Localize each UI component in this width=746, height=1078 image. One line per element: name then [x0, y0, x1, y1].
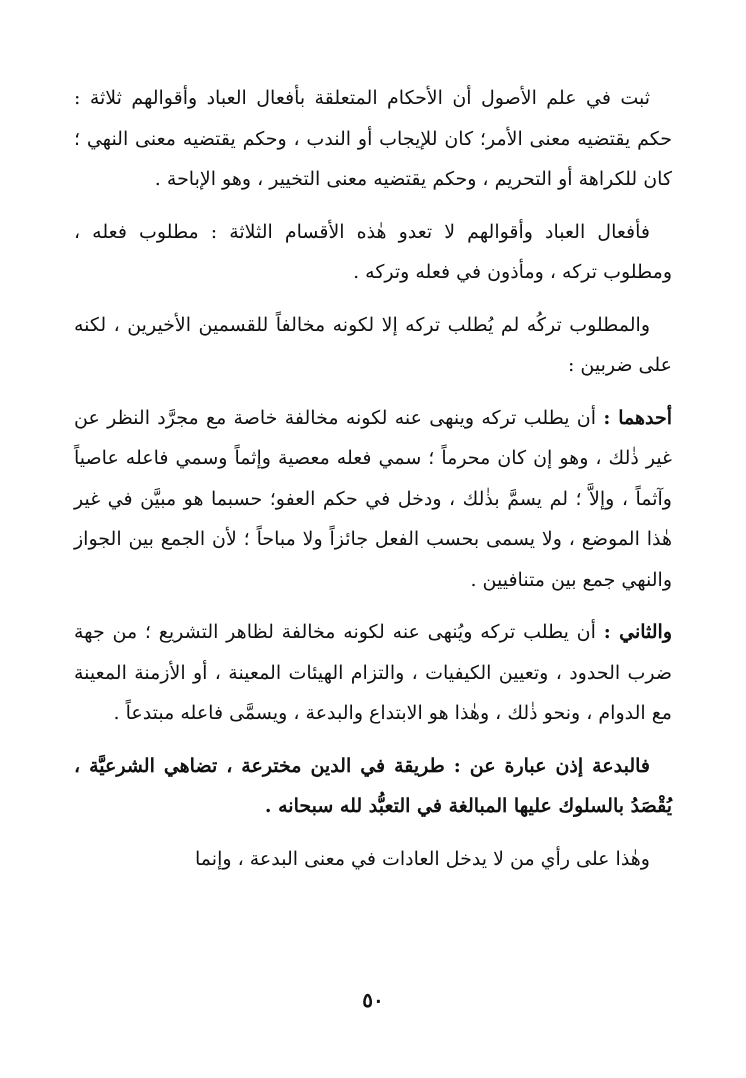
paragraph-5	[74, 612, 672, 734]
paragraph-5-text: أن يطلب تركه ويُنهى عنه لكونه مخالفة لظاهر التشريع ؛ من جهة ضرب الحدود ، وتعيين الكيفيات ، والتزام الهيئات المعينة ، أو الأزمنة المعينة مع الدوام ، ونحو ذٰلك ، وهٰذا هو الابتداع والبدعة ، ويسمَّى فاعله مبتدعاً .	[74, 621, 672, 724]
page-number: ٥٠	[362, 988, 384, 1012]
paragraph-4	[74, 398, 672, 601]
paragraph-3: والمطلوب تركُه لم يُطلب تركه إلا لكونه مخالفاً للقسمين الأخيرين ، لكنه على ضربين :	[74, 313, 672, 376]
paragraph-7: وهٰذا على رأي من لا يدخل العادات في معنى البدعة ، وإنما	[195, 847, 650, 870]
page-body	[74, 78, 672, 891]
paragraph-4-lead: أحدهما :	[603, 406, 673, 429]
paragraph-1: ثبت في علم الأصول أن الأحكام المتعلقة بأفعال العباد وأقوالهم ثلاثة : حكم يقتضيه معنى الأمر؛ كان للإيجاب أو الندب ، وحكم يقتضيه معنى النهي ؛ كان للكراهة أو التحريم ، وحكم يقتضيه معنى التخيير ، وهو الإباحة .	[74, 87, 672, 190]
paragraph-6-definition: فالبدعة إذن عبارة عن : طريقة في الدين مخترعة ، تضاهي الشرعيَّة ، يُقْصَدُ بالسلوك عليها المبالغة في التعبُّد لله سبحانه .	[74, 754, 672, 817]
paragraph-4-text: أن يطلب تركه وينهى عنه لكونه مخالفة خاصة مع مجرَّد النظر عن غير ذٰلك ، وهو إن كان محرماً ؛ سمي فعله معصية وإثماً وسمي فاعله عاصياً وآثماً ، وإلاَّ ؛ لم يسمَّ بذٰلك ، ودخل في حكم العفو؛ حسبما هو مبيَّن في غير هٰذا الموضع ، ولا يسمى بحسب الفعل جائزاً ولا مباحاً ؛ لأن الجمع بين الجواز والنهي جمع بين متنافيين .	[74, 406, 672, 591]
paragraph-2: فأفعال العباد وأقوالهم لا تعدو هٰذه الأقسام الثلاثة : مطلوب فعله ، ومطلوب تركه ، ومأذون في فعله وتركه .	[74, 220, 672, 283]
paragraph-5-lead: والثاني :	[603, 621, 672, 643]
